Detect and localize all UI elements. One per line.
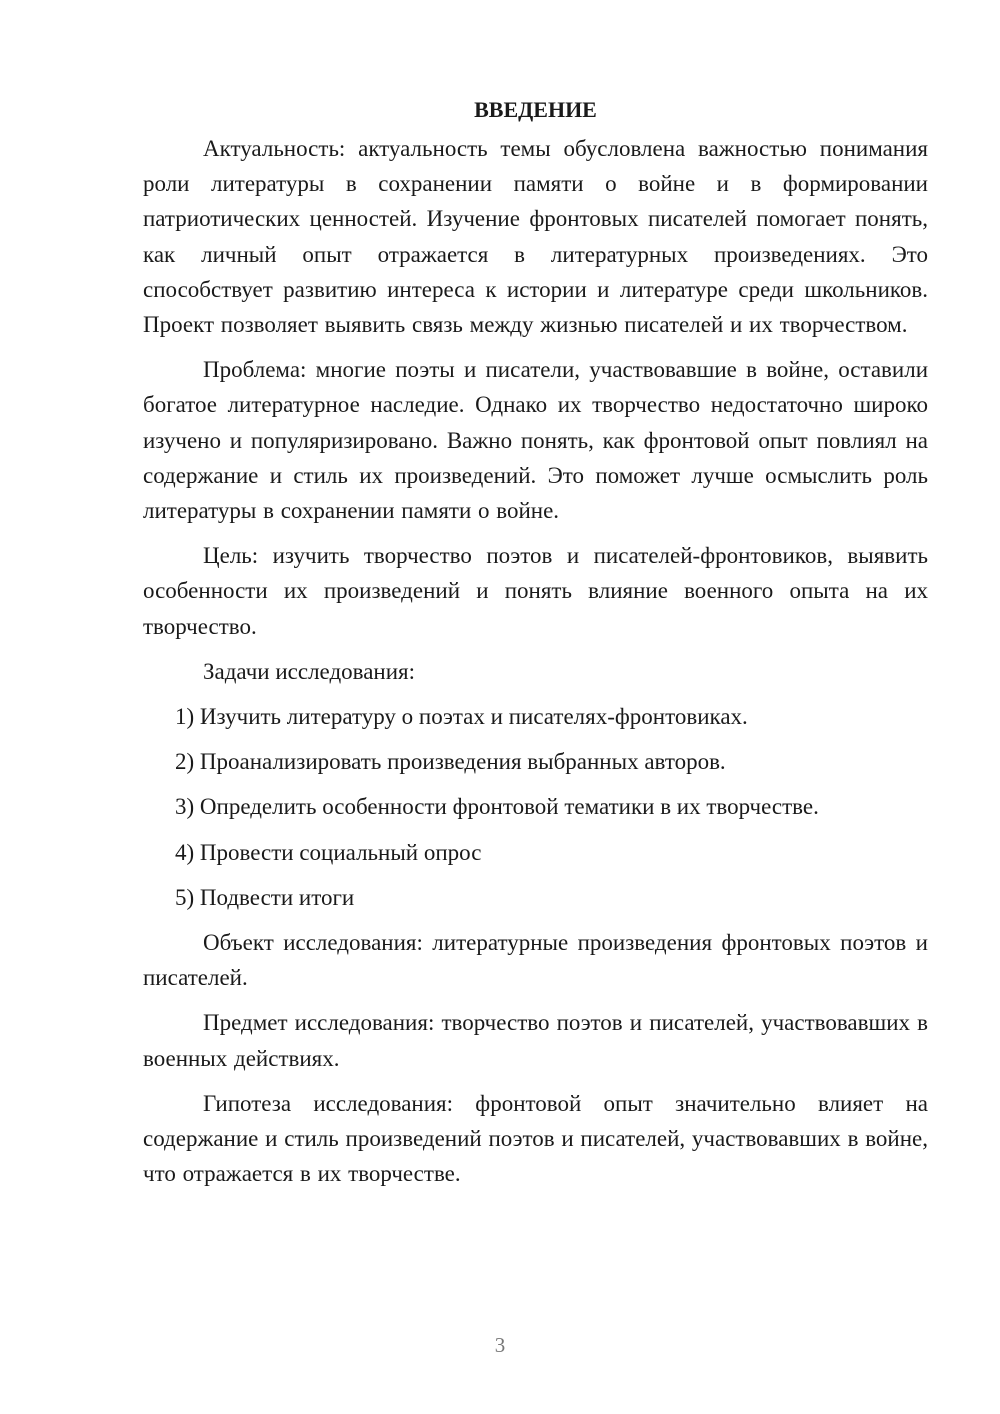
task-item-4: 4) Провести социальный опрос [175,839,482,865]
relevance-paragraph: Актуальность: актуальность темы обусловлена важностью понимания роли литературы в сохранении памяти о войне и в формировании патриотических ценностей. Изучение фронтовых писателей помогает понять, как личный опыт отражается в литературных произведениях. Это способствует развитию интереса к истории и литературе среди школьников. Проект позволяет выявить связь между жизнью писателей и их творчеством. [143,136,928,338]
page-content [143,92,928,1201]
tasks-list [143,699,928,915]
page-number: 3 [494,1333,506,1357]
task-item-5: 5) Подвести итоги [175,884,355,910]
subject-paragraph: Предмет исследования: творчество поэтов и писателей, участвовавших в военных действиях. [143,1010,928,1071]
tasks-heading: Задачи исследования: [203,658,416,684]
task-item-1: 1) Изучить литературу о поэтах и писателях-фронтовиках. [175,704,748,730]
task-item-2: 2) Проанализировать произведения выбранных авторов. [175,749,726,775]
section-title: ВВЕДЕНИЕ [474,97,597,122]
hypothesis-paragraph: Гипотеза исследования: фронтовой опыт значительно влияет на содержание и стиль произведений поэтов и писателей, участвовавших в войне, что отражается в их творчестве. [143,1090,928,1187]
object-paragraph: Объект исследования: литературные произведения фронтовых поэтов и писателей. [143,930,928,991]
task-item-3: 3) Определить особенности фронтовой тематики в их творчестве. [175,794,819,820]
problem-paragraph: Проблема: многие поэты и писатели, участвовавшие в войне, оставили богатое литературное наследие. Однако их творчество недостаточно широко изучено и популяризировано. Важно понять, как фронтовой опыт повлиял на содержание и стиль их произведений. Это поможет лучше осмыслить роль литературы в сохранении памяти о войне. [143,357,928,524]
goal-paragraph: Цель: изучить творчество поэтов и писателей-фронтовиков, выявить особенности их произведений и понять влияние военного опыта на их творчество. [143,543,928,639]
